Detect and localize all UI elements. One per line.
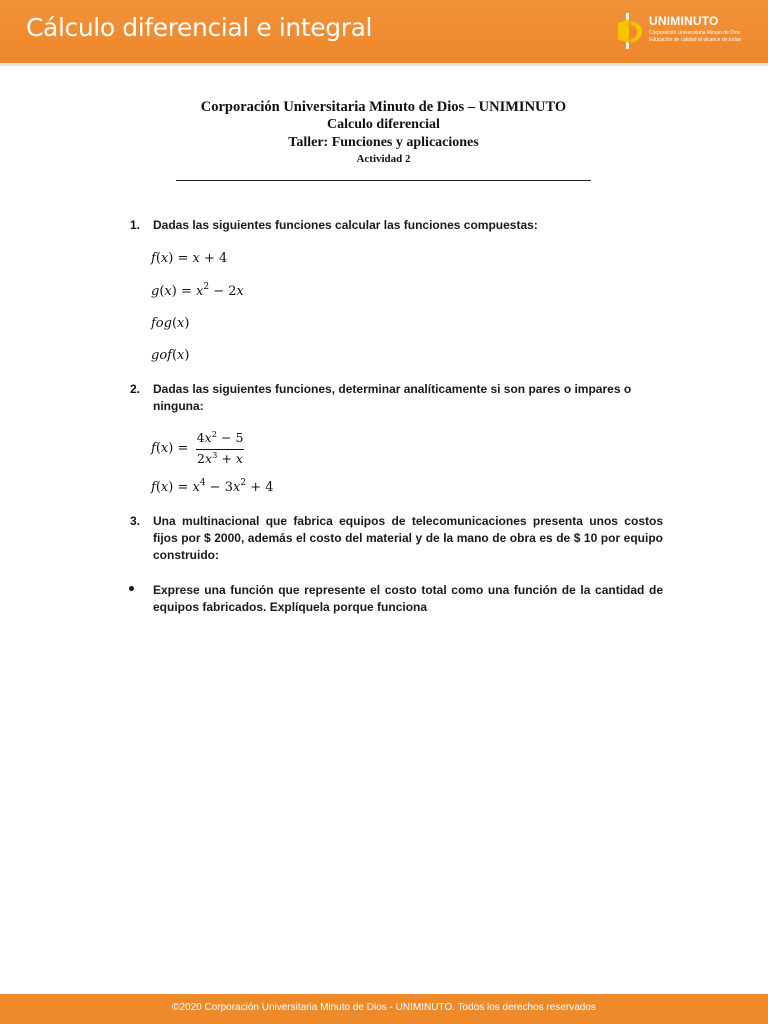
header-bar <box>0 0 768 63</box>
expression-gof: gof(x) <box>151 348 190 363</box>
item-1-text: Dadas las siguientes funciones calcular las funciones compuestas: <box>153 218 538 232</box>
workshop-title: Taller: Funciones y aplicaciones <box>288 135 479 150</box>
footer-bar <box>0 994 768 1024</box>
logo-name: UNIMINUTO <box>649 14 719 28</box>
institution-name: Corporación Universitaria Minuto de Dios – UNIMINUTO <box>200 99 567 115</box>
expression-rational-lhs: f(x) = <box>151 441 189 456</box>
item-3-text: Una multinacional que fabrica equipos de telecomunicaciones presenta unos costos fijos por $ 2000, además el costo del material y de la mano de obra es de $ 10 por equipo construido: <box>153 514 663 562</box>
logo-tagline: Educación de calidad al alcance de todos <box>649 37 742 43</box>
item-2-text: Dadas las siguientes funciones, determinar analíticamente si son pares o impares o ninguna: <box>153 382 632 413</box>
expression-f-linear: f(x) = x + 4 <box>151 251 228 266</box>
bullet-point <box>129 586 134 591</box>
fraction-numerator: $4x^2 - 5$ <box>196 430 244 445</box>
bullet-item-text: Exprese una función que represente el costo total como una función de la cantidad de equipos fabricados. Explíquela porque funciona <box>153 583 663 614</box>
logo-subtitle: Corporación Universitaria Minuto de Dios <box>649 30 741 36</box>
course-name: Calculo diferencial <box>327 117 440 132</box>
item-3-number: 3. <box>130 514 141 528</box>
item-1-number: 1. <box>130 218 141 232</box>
fraction-denominator: $2x^3 + x$ <box>197 451 243 466</box>
uniminuto-logo <box>616 10 744 52</box>
heading-rule <box>176 180 591 181</box>
expression-quartic: $f(x) = x^4 - 3x^2 + 4$ <box>151 478 274 495</box>
expression-fog: fog(x) <box>151 316 190 331</box>
uniminuto-logo-icon <box>616 13 646 49</box>
footer-copyright: ©2020 Corporación Universitaria Minuto de Dios - UNIMINUTO. Todos los derechos reservados <box>172 1002 596 1013</box>
fraction-bar <box>196 449 244 450</box>
document-heading <box>176 98 591 166</box>
expression-g-quadratic: $g(x) = x^2 - 2x$ <box>151 282 244 299</box>
course-title: Cálculo diferencial e integral <box>26 13 373 42</box>
activity-label: Actividad 2 <box>356 153 411 165</box>
header-divider <box>0 63 768 66</box>
item-2-number: 2. <box>130 382 141 396</box>
